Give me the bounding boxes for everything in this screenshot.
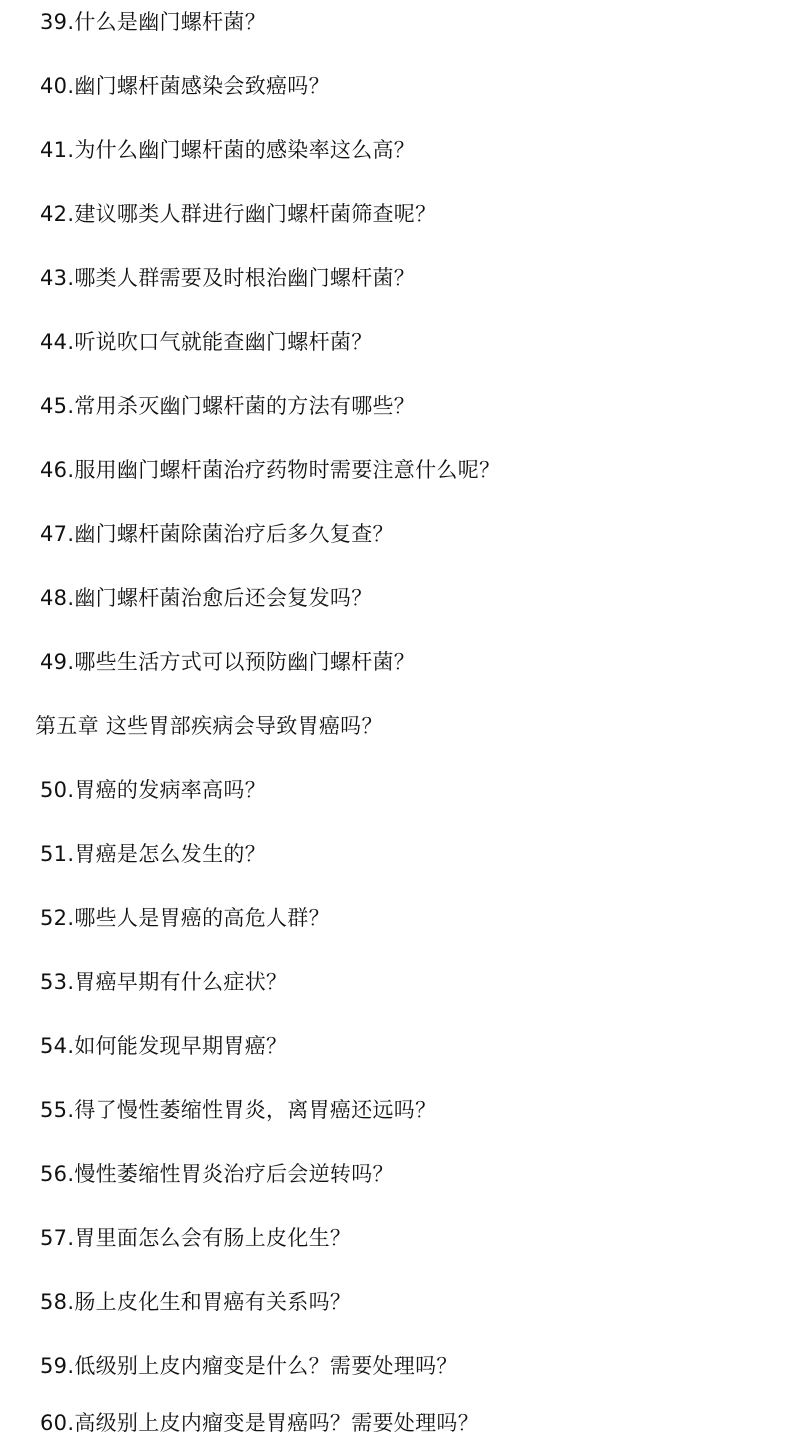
toc-item-47: [40, 519, 394, 549]
toc-item-56: [40, 1159, 394, 1189]
toc-item-50: [40, 775, 266, 805]
toc-item-46: [40, 455, 500, 485]
item-title: 如何能发现早期胃癌？: [74, 1034, 288, 1058]
item-title: 得了慢性萎缩性胃炎，离胃癌还远吗？: [74, 1098, 437, 1122]
item-number: 59.: [40, 1354, 75, 1378]
item-title: 胃里面怎么会有肠上皮化生？: [74, 1226, 352, 1250]
item-number: 50.: [40, 778, 75, 802]
item-title: 服用幽门螺杆菌治疗药物时需要注意什么呢？: [74, 458, 501, 482]
toc-item-40: [40, 71, 330, 101]
item-number: 47.: [40, 522, 75, 546]
item-title: 哪类人群需要及时根治幽门螺杆菌？: [74, 266, 416, 290]
item-title: 幽门螺杆菌感染会致癌吗？: [74, 74, 330, 98]
chapter-title: 第五章 这些胃部疾病会导致胃癌吗？: [35, 714, 383, 738]
item-title: 哪些生活方式可以预防幽门螺杆菌？: [74, 650, 416, 674]
item-title: 肠上皮化生和胃癌有关系吗？: [74, 1290, 352, 1314]
toc-item-39: [40, 7, 266, 37]
toc-item-60: [40, 1408, 480, 1435]
item-title: 胃癌的发病率高吗？: [74, 778, 267, 802]
toc-item-41: [40, 135, 415, 165]
item-number: 56.: [40, 1162, 75, 1186]
item-title: 高级别上皮内瘤变是胃癌吗？需要处理吗？: [74, 1411, 480, 1435]
toc-item-53: [40, 967, 287, 997]
item-title: 常用杀灭幽门螺杆菌的方法有哪些？: [74, 394, 416, 418]
item-number: 46.: [40, 458, 75, 482]
toc-item-58: [40, 1287, 351, 1317]
toc-item-52: [40, 903, 330, 933]
toc-item-44: [40, 327, 373, 357]
item-number: 57.: [40, 1226, 75, 1250]
item-number: 40.: [40, 74, 75, 98]
item-number: 60.: [40, 1411, 75, 1435]
toc-item-55: [40, 1095, 436, 1125]
item-number: 41.: [40, 138, 75, 162]
item-title: 胃癌早期有什么症状？: [74, 970, 288, 994]
item-title: 幽门螺杆菌除菌治疗后多久复查？: [74, 522, 394, 546]
item-title: 什么是幽门螺杆菌？: [74, 10, 267, 34]
toc-item-51: [40, 839, 266, 869]
item-number: 42.: [40, 202, 75, 226]
item-title: 幽门螺杆菌治愈后还会复发吗？: [74, 586, 373, 610]
toc-item-59: [40, 1351, 458, 1381]
item-number: 52.: [40, 906, 75, 930]
item-number: 48.: [40, 586, 75, 610]
item-title: 建议哪类人群进行幽门螺杆菌筛查呢？: [74, 202, 437, 226]
toc-item-42: [40, 199, 436, 229]
item-title: 慢性萎缩性胃炎治疗后会逆转吗？: [74, 1162, 394, 1186]
item-title: 哪些人是胃癌的高危人群？: [74, 906, 330, 930]
item-number: 58.: [40, 1290, 75, 1314]
toc-item-45: [40, 391, 415, 421]
item-number: 55.: [40, 1098, 75, 1122]
item-title: 为什么幽门螺杆菌的感染率这么高？: [74, 138, 416, 162]
item-number: 44.: [40, 330, 75, 354]
item-number: 49.: [40, 650, 75, 674]
toc-item-57: [40, 1223, 351, 1253]
toc-item-54: [40, 1031, 287, 1061]
item-number: 43.: [40, 266, 75, 290]
item-number: 51.: [40, 842, 75, 866]
item-number: 45.: [40, 394, 75, 418]
item-number: 39.: [40, 10, 75, 34]
item-number: 54.: [40, 1034, 75, 1058]
item-title: 听说吹口气就能查幽门螺杆菌？: [74, 330, 373, 354]
toc-item-49: [40, 647, 415, 677]
item-number: 53.: [40, 970, 75, 994]
item-title: 胃癌是怎么发生的？: [74, 842, 267, 866]
toc-item-43: [40, 263, 415, 293]
chapter-heading: [35, 711, 383, 741]
item-title: 低级别上皮内瘤变是什么？需要处理吗？: [74, 1354, 458, 1378]
toc-item-48: [40, 583, 373, 613]
